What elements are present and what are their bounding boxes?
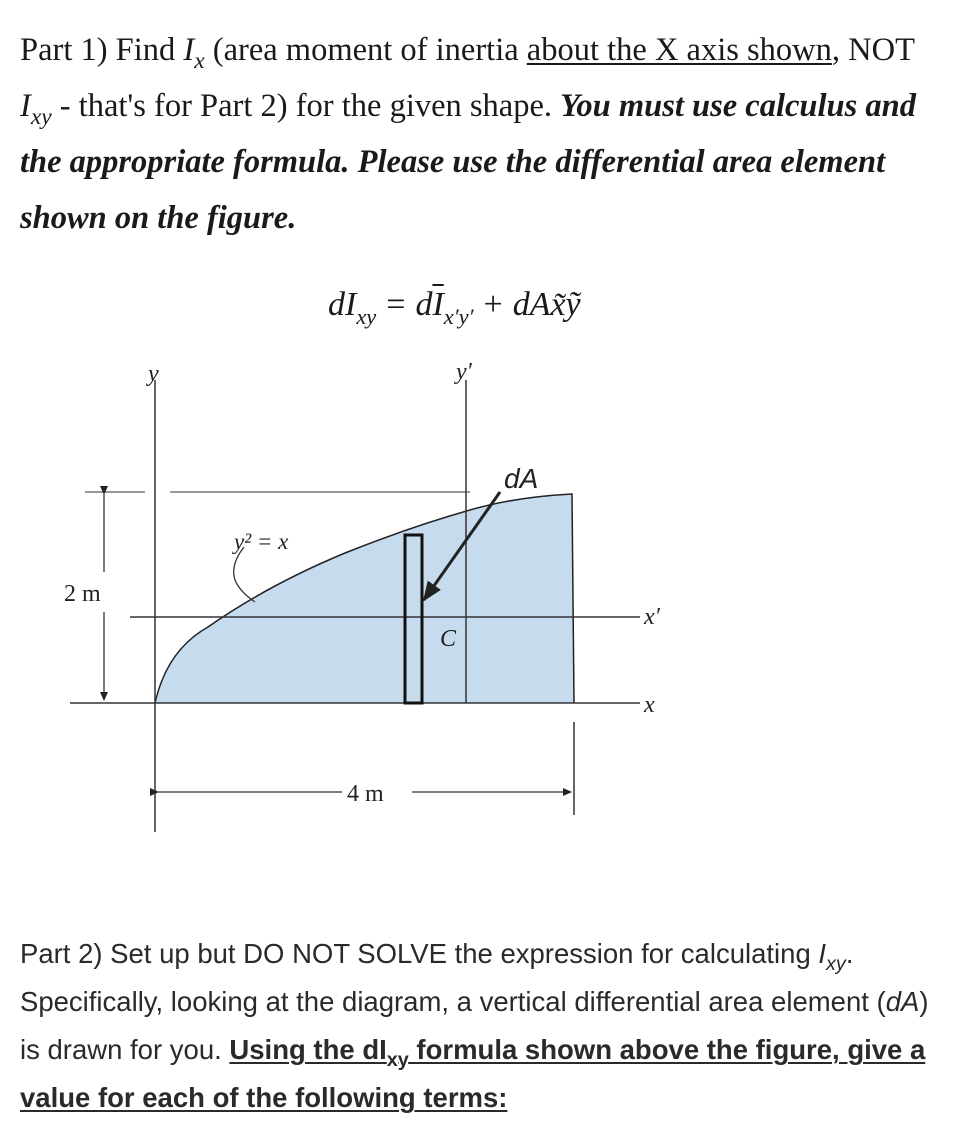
formula-equals: = [386,286,406,323]
part1-lead: Part 1) Find [20,32,184,68]
part1-paragraph [20,22,950,246]
part2-text3: ) is drawn for you. [20,986,929,1065]
x-prime-axis-label: x′ [644,604,660,630]
formula-lhs-d: d [328,286,345,323]
width-label: 4 m [347,781,384,807]
ix-symbol: I [183,32,195,68]
ixy-subscript: xy [30,104,52,131]
shaded-area [155,494,574,703]
shape-diagram [0,340,968,850]
part1-bold-instruction: You must use calculus and the appropriate formula. Please use the differential area element shown on the figure. [20,88,916,236]
part2-paragraph [20,930,955,1122]
part2-text1: Part 2) Set up but DO NOT SOLVE the expression for calculating [20,938,819,969]
x-axis-label: x [644,692,655,718]
part2-ixy-subscript: xy [826,952,846,975]
dixy-formula [328,286,581,329]
y-prime-axis-label: y′ [456,359,472,385]
curve-equation-label: y² = x [234,529,289,554]
height-label: 2 m [64,581,101,607]
part1-after-underline: , NOT [831,32,915,68]
ixy-symbol: I [20,88,31,124]
part2-ixy-symbol: I [818,938,827,969]
part2-ul-part2: formula shown above the figure, give a value for each of the following terms: [20,1034,926,1113]
part1-rest: - that's for Part 2) for the given shape. [51,88,561,124]
part2-ul-subscript: xy [386,1048,409,1071]
formula-lhs-sub: xy [356,303,377,329]
formula-term1-d: d [415,286,433,323]
y-axis-label: y [148,361,159,387]
da-label: dA [504,463,539,494]
part1-underlined-phrase: about the X axis shown [526,32,832,68]
part2-da-symbol: dA [885,986,920,1017]
formula-term1-I: $\overline{I}$ [432,286,444,323]
part2-text2: . Specifically, looking at the diagram, a vertical differential area element ( [20,938,886,1017]
ix-subscript: x [194,48,205,75]
formula-lhs-I: I [345,286,357,323]
centroid-label: C [440,626,457,652]
part1-paren: (area moment of inertia [204,32,527,68]
curve-leader [234,547,255,602]
formula-term2: dAx̃ỹ [512,286,581,323]
formula-term1-sub: x′y′ [443,303,474,329]
formula-plus: + [483,286,503,323]
part2-ul-part1: Using the dI [229,1034,387,1065]
